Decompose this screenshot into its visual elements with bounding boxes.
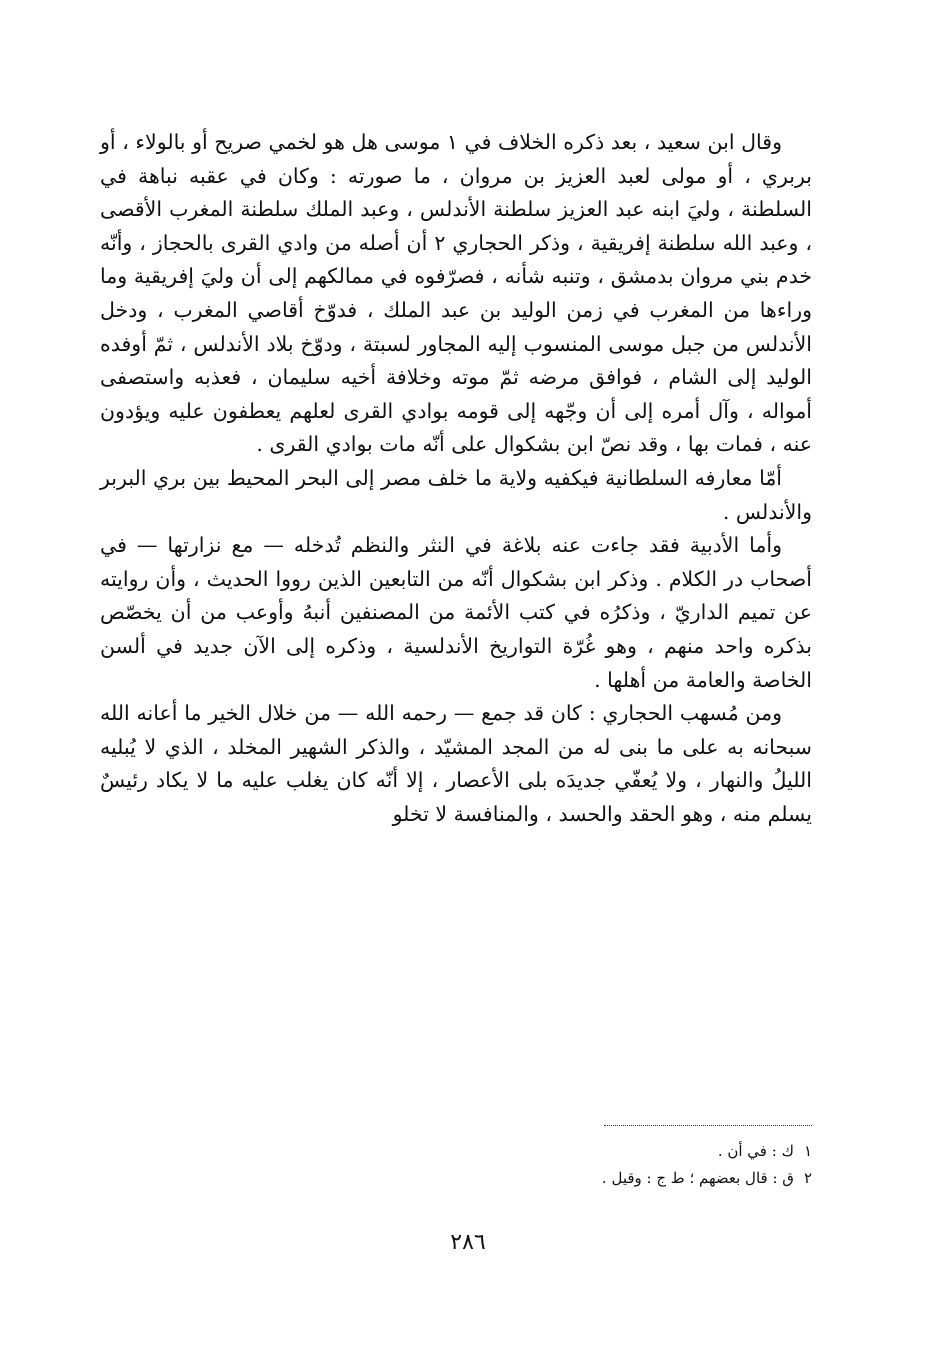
footnote-2: [420, 1165, 812, 1192]
paragraph-2: أمّا معارفه السلطانية فيكفيه ولاية ما خلف مصر إلى البحر المحيط بين بري البربر والأندلس .: [100, 465, 812, 524]
main-text: [100, 126, 812, 831]
footnote-divider: [604, 1125, 812, 1126]
paragraph-3: وأما الأدبية فقد جاءت عنه بلاغة في النثر والنظم تُدخله — مع نزارتها — في أصحاب در الكلام . وذكر ابن بشكوال أنّه من التابعين الذين رووا الحديث ، وأن روايته عن تميم الداريّ ، وذكرُه في كتب الأئمة من المصنفين أنبهُ وأوعب من أن يخصّص بذكره واحد منهم ، وهو غُرّة التواريخ الأندلسية ، وذكره إلى الآن جديد في ألسن الخاصة والعامة من أهلها .: [100, 533, 812, 692]
footnote-1-text: ك : في أن .: [717, 1142, 794, 1160]
paragraph-1: وقال ابن سعيد ، بعد ذكره الخلاف في ١ موسى هل هو لخمي صريح أو بالولاء ، أو بربري ، أو مولى لعبد العزيز بن مروان ، ما صورته : وكان في عقبه نباهة في السلطنة ، وليَ ابنه عبد العزيز سلطنة الأندلس ، وعبد الملك سلطنة المغرب الأقصى ، وعبد الله سلطنة إفريقية ، وذكر الحجاري ٢ أن أصله من وادي القرى بالحجاز ، وأنّه خدم بني مروان بدمشق ، وتنبه شأنه ، فصرّفوه في ممالكهم إلى أن وليَ إفريقية وما وراءها من المغرب في زمن الوليد بن عبد الملك ، فدوّخ أقاصي المغرب ، ودخل الأندلس من جبل موسى المنسوب إليه المجاور لسبتة ، ودوّخ بلاد الأندلس ، ثمّ أوفده الوليد إلى الشام ، فوافق مرضه ثمّ موته وخلافة أخيه سليمان ، فعذبه واستصفى أمواله ، وآل أمره إلى أن وجّهه إلى قومه بوادي القرى لعلهم يعطفون عليه ويؤدون عنه ، فمات بها ، وقد نصّ ابن بشكوال على أنّه مات بوادي القرى .: [100, 130, 812, 457]
footnote-1-number: ١: [803, 1142, 812, 1160]
paragraph-4: ومن مُسهب الحجاري : كان قد جمع — رحمه الله — من خلال الخير ما أعانه الله سبحانه به على ما بنى له من المجد المشيّد ، والذكر الشهير المخلد ، الذي لا يُبليه الليلُ والنهار ، ولا يُعفّي جديدَه بلى الأعصار ، إلا أنّه كان يغلب عليه ما لا يكاد رئيسٌ يسلم منه ، وهو الحقد والحسد ، والمنافسة لا تخلو: [100, 701, 812, 826]
footnote-2-text: ق : قال بعضهم ؛ ط ج : وقيل .: [601, 1169, 794, 1187]
footnote-2-number: ٢: [803, 1169, 812, 1187]
page-number: ٢٨٦: [450, 1230, 486, 1255]
footnotes: [420, 1138, 812, 1192]
footnote-1: [420, 1138, 812, 1165]
